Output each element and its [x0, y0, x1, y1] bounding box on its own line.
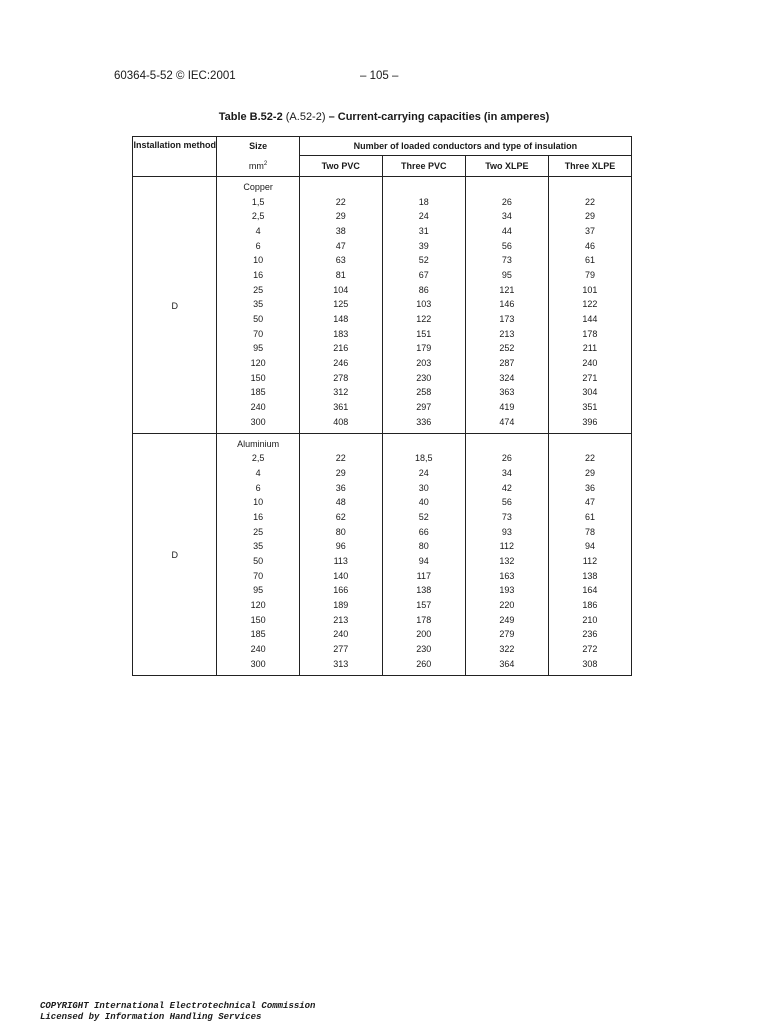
size-cell: 185 [217, 628, 299, 643]
size-cell: 4 [217, 466, 299, 481]
material-row [133, 433, 632, 451]
capacity-cell: 240 [299, 628, 382, 643]
size-cell: 240 [217, 400, 299, 415]
material-label: Copper [217, 177, 299, 195]
capacity-cell: 213 [299, 613, 382, 628]
capacity-cell: 166 [299, 584, 382, 599]
capacity-cell: 361 [299, 400, 382, 415]
size-cell: 240 [217, 642, 299, 657]
capacity-cell: 396 [548, 415, 631, 433]
capacity-cell: 272 [548, 642, 631, 657]
capacity-cell: 164 [548, 584, 631, 599]
size-cell: 120 [217, 356, 299, 371]
capacity-cell: 178 [382, 613, 465, 628]
empty-cell [299, 433, 382, 451]
size-cell: 10 [217, 253, 299, 268]
size-header: Size [217, 137, 299, 156]
size-cell: 35 [217, 540, 299, 555]
capacity-cell: 93 [465, 525, 548, 540]
capacity-cell: 408 [299, 415, 382, 433]
capacity-cell: 213 [465, 327, 548, 342]
capacity-cell: 138 [382, 584, 465, 599]
capacity-cell: 67 [382, 268, 465, 283]
capacity-cell: 62 [299, 510, 382, 525]
capacity-cell: 140 [299, 569, 382, 584]
capacity-cell: 22 [548, 195, 631, 210]
capacity-cell: 117 [382, 569, 465, 584]
capacity-cell: 26 [465, 451, 548, 466]
capacity-cell: 48 [299, 495, 382, 510]
capacity-cell: 249 [465, 613, 548, 628]
capacity-cell: 322 [465, 642, 548, 657]
capacity-cell: 183 [299, 327, 382, 342]
material-label: Aluminium [217, 433, 299, 451]
capacity-cell: 81 [299, 268, 382, 283]
capacity-cell: 351 [548, 400, 631, 415]
capacity-cell: 324 [465, 371, 548, 386]
capacity-cell: 96 [299, 540, 382, 555]
capacity-cell: 37 [548, 224, 631, 239]
capacity-cell: 173 [465, 312, 548, 327]
capacity-cell: 22 [548, 451, 631, 466]
capacity-cell: 103 [382, 298, 465, 313]
installation-method-cell: D [133, 433, 217, 675]
capacity-cell: 29 [299, 466, 382, 481]
size-cell: 300 [217, 415, 299, 433]
capacity-cell: 112 [465, 540, 548, 555]
capacity-cell: 336 [382, 415, 465, 433]
capacity-cell: 42 [465, 481, 548, 496]
capacity-cell: 86 [382, 283, 465, 298]
size-cell: 25 [217, 525, 299, 540]
capacity-cell: 34 [465, 466, 548, 481]
capacity-cell: 46 [548, 239, 631, 254]
empty-cell [548, 433, 631, 451]
loaded-conductors-header: Number of loaded conductors and type of insulation [299, 137, 631, 156]
capacity-cell: 22 [299, 451, 382, 466]
capacity-cell: 39 [382, 239, 465, 254]
capacity-cell: 26 [465, 195, 548, 210]
capacity-cell: 179 [382, 342, 465, 357]
capacity-cell: 24 [382, 209, 465, 224]
table-number: Table B.52-2 [218, 111, 283, 123]
size-cell: 1,5 [217, 195, 299, 210]
size-cell: 2,5 [217, 209, 299, 224]
size-cell: 25 [217, 283, 299, 298]
capacity-cell: 29 [548, 466, 631, 481]
empty-cell [382, 433, 465, 451]
capacity-cell: 260 [382, 657, 465, 675]
capacity-cell: 474 [465, 415, 548, 433]
size-cell: 50 [217, 312, 299, 327]
size-cell: 35 [217, 298, 299, 313]
capacity-cell: 178 [548, 327, 631, 342]
capacity-cell: 73 [465, 510, 548, 525]
material-row [133, 177, 632, 195]
capacity-cell: 94 [382, 554, 465, 569]
size-cell: 150 [217, 613, 299, 628]
capacity-cell: 112 [548, 554, 631, 569]
size-cell: 70 [217, 327, 299, 342]
capacity-cell: 193 [465, 584, 548, 599]
capacity-cell: 279 [465, 628, 548, 643]
aluminium-block [133, 433, 632, 675]
capacity-cell: 122 [382, 312, 465, 327]
capacity-cell: 277 [299, 642, 382, 657]
capacity-cell: 363 [465, 386, 548, 401]
copper-block [133, 177, 632, 434]
size-cell: 2,5 [217, 451, 299, 466]
capacity-cell: 216 [299, 342, 382, 357]
size-cell: 95 [217, 584, 299, 599]
capacity-cell: 101 [548, 283, 631, 298]
capacity-cell: 271 [548, 371, 631, 386]
capacity-cell: 113 [299, 554, 382, 569]
copyright-footer [40, 1001, 315, 1023]
capacity-cell: 308 [548, 657, 631, 675]
capacity-cell: 40 [382, 495, 465, 510]
size-cell: 185 [217, 386, 299, 401]
capacity-cell: 125 [299, 298, 382, 313]
capacity-cell: 36 [299, 481, 382, 496]
size-cell: 150 [217, 371, 299, 386]
capacity-cell: 121 [465, 283, 548, 298]
size-cell: 6 [217, 239, 299, 254]
capacity-cell: 157 [382, 598, 465, 613]
capacity-cell: 47 [299, 239, 382, 254]
empty-cell [548, 177, 631, 195]
size-cell: 300 [217, 657, 299, 675]
capacity-cell: 63 [299, 253, 382, 268]
table-title: – Current-carrying capacities (in amperes) [328, 111, 550, 123]
capacity-cell: 240 [548, 356, 631, 371]
capacity-cell: 38 [299, 224, 382, 239]
size-cell: 95 [217, 342, 299, 357]
size-cell: 50 [217, 554, 299, 569]
capacity-cell: 258 [382, 386, 465, 401]
current-capacity-table [132, 136, 632, 676]
size-cell: 120 [217, 598, 299, 613]
table-alt-reference: (A.52-2) [285, 111, 326, 123]
capacity-cell: 104 [299, 283, 382, 298]
capacity-cell: 163 [465, 569, 548, 584]
capacity-cell: 66 [382, 525, 465, 540]
capacity-cell: 24 [382, 466, 465, 481]
capacity-cell: 230 [382, 642, 465, 657]
capacity-cell: 148 [299, 312, 382, 327]
empty-cell [382, 177, 465, 195]
capacity-cell: 94 [548, 540, 631, 555]
col-two-pvc: Two PVC [299, 156, 382, 177]
table-caption [0, 111, 768, 123]
capacity-cell: 31 [382, 224, 465, 239]
capacity-cell: 210 [548, 613, 631, 628]
license-line: Licensed by Information Handling Services [40, 1012, 262, 1022]
capacity-cell: 278 [299, 371, 382, 386]
capacity-cell: 122 [548, 298, 631, 313]
capacity-cell: 78 [548, 525, 631, 540]
capacity-cell: 29 [548, 209, 631, 224]
capacity-cell: 30 [382, 481, 465, 496]
size-cell: 10 [217, 495, 299, 510]
capacity-cell: 61 [548, 253, 631, 268]
page-number: – 105 – [360, 70, 399, 82]
capacity-cell: 211 [548, 342, 631, 357]
capacity-cell: 252 [465, 342, 548, 357]
capacity-cell: 80 [299, 525, 382, 540]
capacity-cell: 79 [548, 268, 631, 283]
size-cell: 70 [217, 569, 299, 584]
capacity-cell: 18,5 [382, 451, 465, 466]
capacity-cell: 61 [548, 510, 631, 525]
size-unit: $mm^2$ [217, 156, 299, 177]
capacity-cell: 189 [299, 598, 382, 613]
capacity-cell: 313 [299, 657, 382, 675]
empty-cell [465, 177, 548, 195]
capacity-cell: 22 [299, 195, 382, 210]
empty-cell [465, 433, 548, 451]
copyright-line: COPYRIGHT International Electrotechnical Commission [40, 1001, 316, 1011]
capacity-cell: 132 [465, 554, 548, 569]
installation-method-header: Installation method [133, 137, 217, 177]
capacity-cell: 47 [548, 495, 631, 510]
col-three-pvc: Three PVC [382, 156, 465, 177]
capacity-cell: 146 [465, 298, 548, 313]
capacity-cell: 236 [548, 628, 631, 643]
capacity-cell: 364 [465, 657, 548, 675]
capacity-cell: 297 [382, 400, 465, 415]
size-cell: 16 [217, 510, 299, 525]
capacity-cell: 52 [382, 253, 465, 268]
capacity-cell: 36 [548, 481, 631, 496]
capacity-cell: 56 [465, 239, 548, 254]
capacity-cell: 34 [465, 209, 548, 224]
capacity-cell: 18 [382, 195, 465, 210]
capacity-cell: 200 [382, 628, 465, 643]
capacity-cell: 220 [465, 598, 548, 613]
capacity-cell: 52 [382, 510, 465, 525]
empty-cell [299, 177, 382, 195]
capacity-cell: 287 [465, 356, 548, 371]
size-cell: 4 [217, 224, 299, 239]
capacity-cell: 246 [299, 356, 382, 371]
col-two-xlpe: Two XLPE [465, 156, 548, 177]
size-cell: 16 [217, 268, 299, 283]
col-three-xlpe: Three XLPE [548, 156, 631, 177]
size-cell: 6 [217, 481, 299, 496]
document-reference: 60364-5-52 © IEC:2001 [114, 70, 236, 82]
capacity-cell: 151 [382, 327, 465, 342]
capacity-cell: 56 [465, 495, 548, 510]
installation-method-cell: D [133, 177, 217, 434]
capacity-cell: 44 [465, 224, 548, 239]
capacity-cell: 73 [465, 253, 548, 268]
capacity-cell: 29 [299, 209, 382, 224]
capacity-cell: 138 [548, 569, 631, 584]
capacity-cell: 203 [382, 356, 465, 371]
capacity-cell: 186 [548, 598, 631, 613]
capacity-cell: 312 [299, 386, 382, 401]
capacity-cell: 419 [465, 400, 548, 415]
capacity-cell: 144 [548, 312, 631, 327]
capacity-cell: 304 [548, 386, 631, 401]
capacity-cell: 80 [382, 540, 465, 555]
capacity-cell: 95 [465, 268, 548, 283]
capacity-cell: 230 [382, 371, 465, 386]
